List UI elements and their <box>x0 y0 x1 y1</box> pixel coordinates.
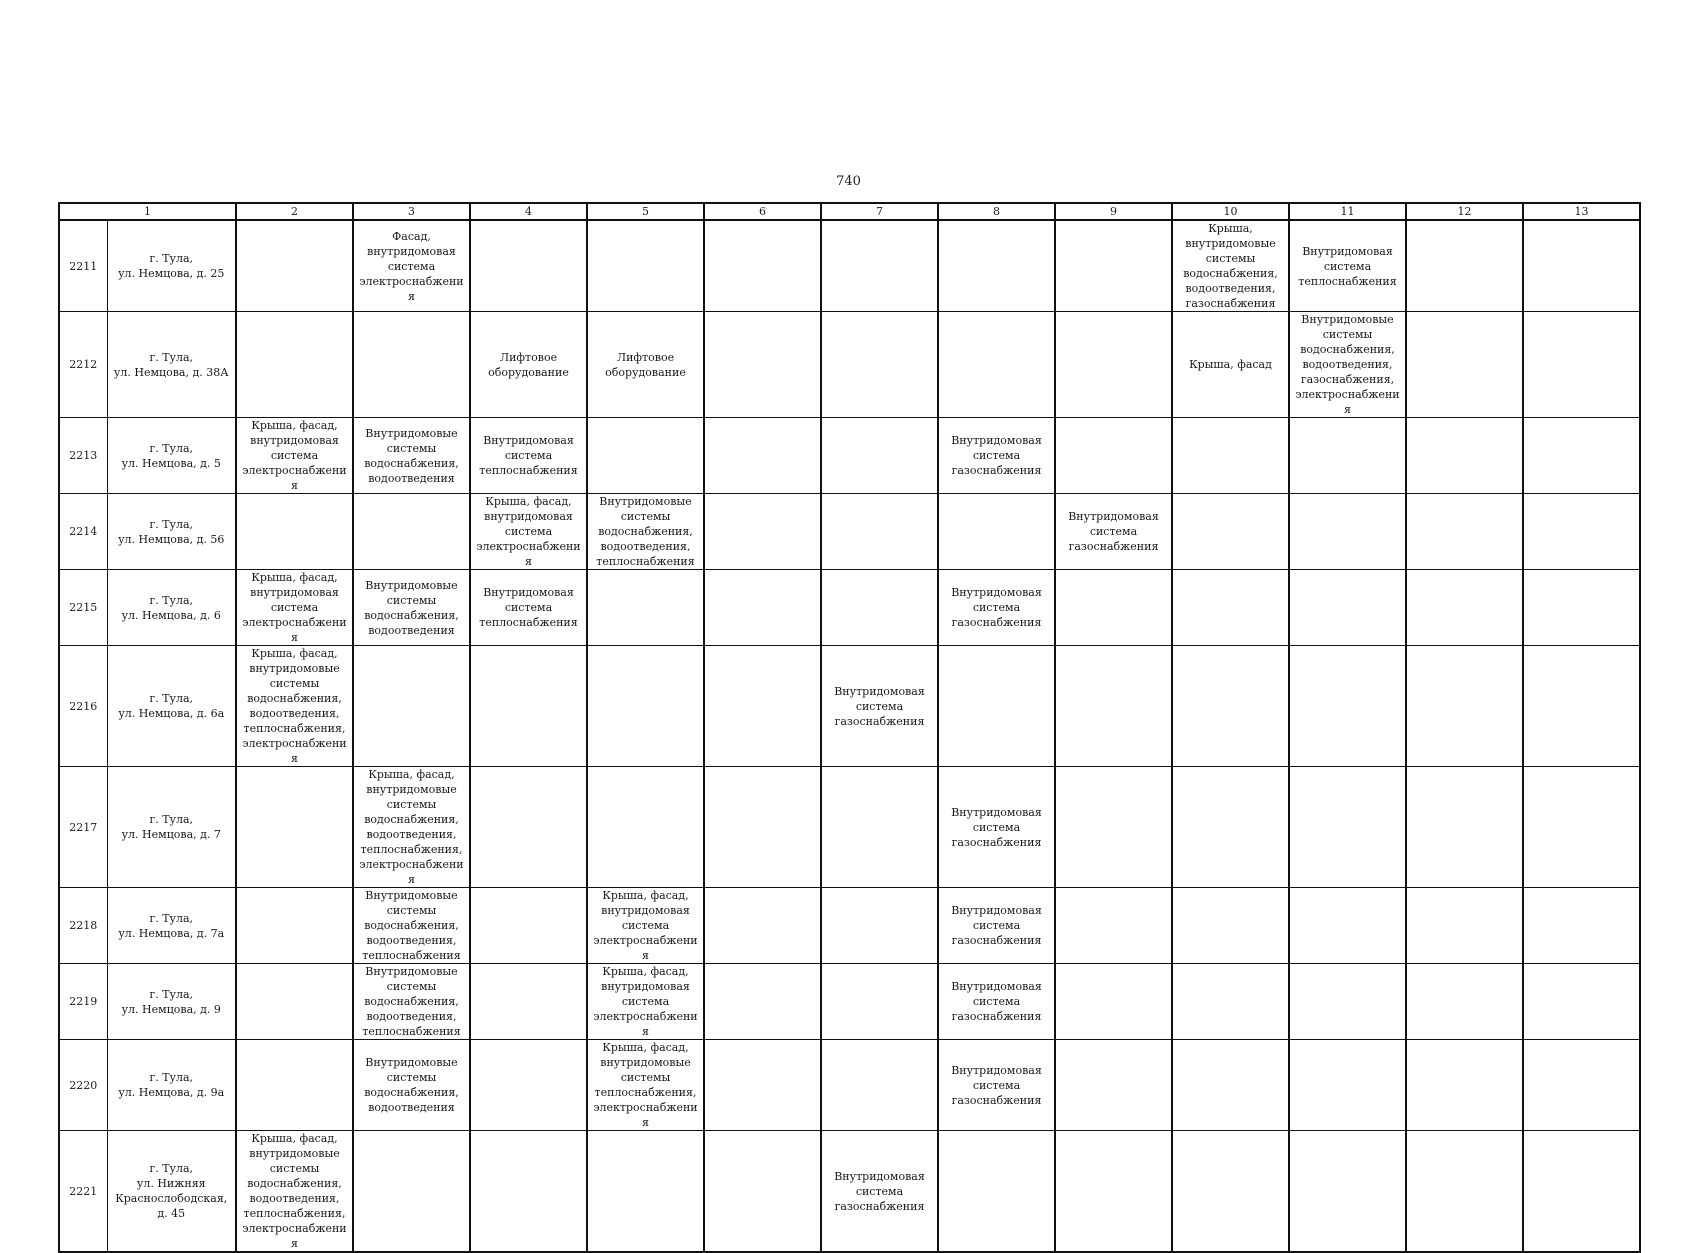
work-cell-col-3: Крыша, фасад, внутридомовые системы водоснабжения, водоотведения, теплоснабжения, электроснабжения <box>353 767 470 888</box>
work-cell-col-10: Крыша, внутридомовые системы водоснабжения, водоотведения, газоснабжения <box>1172 220 1289 312</box>
work-cell-col-2 <box>236 767 353 888</box>
work-cell-col-12 <box>1406 1131 1523 1253</box>
work-cell-col-10 <box>1172 494 1289 570</box>
work-cell-col-9 <box>1055 888 1172 964</box>
table-row <box>59 312 1640 418</box>
work-cell-col-7 <box>821 1040 938 1131</box>
work-cell-col-9 <box>1055 646 1172 767</box>
column-header-12: 12 <box>1406 203 1523 220</box>
work-cell-col-4 <box>470 1040 587 1131</box>
work-cell-col-5 <box>587 1131 704 1253</box>
address-cell: г. Тула, ул. Немцова, д. 6а <box>107 646 236 767</box>
address-cell: г. Тула, ул. Немцова, д. 38А <box>107 312 236 418</box>
column-header-4: 4 <box>470 203 587 220</box>
work-cell-col-10 <box>1172 1040 1289 1131</box>
column-header-8: 8 <box>938 203 1055 220</box>
column-header-5: 5 <box>587 203 704 220</box>
work-cell-col-5: Лифтовое оборудование <box>587 312 704 418</box>
row-number: 2218 <box>59 888 107 964</box>
register-table <box>58 202 1641 1253</box>
work-cell-col-12 <box>1406 312 1523 418</box>
work-cell-col-3 <box>353 312 470 418</box>
work-cell-col-2: Крыша, фасад, внутридомовые системы водоснабжения, водоотведения, теплоснабжения, электроснабжения <box>236 1131 353 1253</box>
work-cell-col-8 <box>938 312 1055 418</box>
table-row <box>59 418 1640 494</box>
row-number: 2220 <box>59 1040 107 1131</box>
table-body <box>59 203 1640 1252</box>
work-cell-col-9 <box>1055 220 1172 312</box>
table-row <box>59 888 1640 964</box>
table-row <box>59 767 1640 888</box>
work-cell-col-6 <box>704 1040 821 1131</box>
work-cell-col-9: Внутридомовая система газоснабжения <box>1055 494 1172 570</box>
work-cell-col-5 <box>587 220 704 312</box>
work-cell-col-7 <box>821 888 938 964</box>
work-cell-col-10 <box>1172 767 1289 888</box>
row-number: 2212 <box>59 312 107 418</box>
table-row <box>59 1131 1640 1253</box>
work-cell-col-3: Внутридомовые системы водоснабжения, водоотведения <box>353 570 470 646</box>
work-cell-col-2 <box>236 1040 353 1131</box>
work-cell-col-7 <box>821 964 938 1040</box>
work-cell-col-7 <box>821 312 938 418</box>
work-cell-col-8: Внутридомовая система газоснабжения <box>938 1040 1055 1131</box>
row-number: 2214 <box>59 494 107 570</box>
work-cell-col-5: Крыша, фасад, внутридомовая система электроснабжения <box>587 964 704 1040</box>
row-number: 2217 <box>59 767 107 888</box>
work-cell-col-4 <box>470 767 587 888</box>
work-cell-col-4: Лифтовое оборудование <box>470 312 587 418</box>
work-cell-col-4: Крыша, фасад, внутридомовая система электроснабжения <box>470 494 587 570</box>
work-cell-col-11 <box>1289 888 1406 964</box>
work-cell-col-7 <box>821 220 938 312</box>
work-cell-col-7 <box>821 767 938 888</box>
work-cell-col-3: Внутридомовые системы водоснабжения, водоотведения, теплоснабжения <box>353 964 470 1040</box>
table-row <box>59 570 1640 646</box>
work-cell-col-9 <box>1055 570 1172 646</box>
work-cell-col-11 <box>1289 494 1406 570</box>
address-cell: г. Тула, ул. Немцова, д. 56 <box>107 494 236 570</box>
work-cell-col-10 <box>1172 646 1289 767</box>
work-cell-col-2 <box>236 312 353 418</box>
work-cell-col-10 <box>1172 888 1289 964</box>
work-cell-col-12 <box>1406 570 1523 646</box>
work-cell-col-11 <box>1289 646 1406 767</box>
work-cell-col-11 <box>1289 767 1406 888</box>
work-cell-col-6 <box>704 646 821 767</box>
column-header-6: 6 <box>704 203 821 220</box>
work-cell-col-6 <box>704 888 821 964</box>
table-row <box>59 1040 1640 1131</box>
work-cell-col-11 <box>1289 418 1406 494</box>
work-cell-col-10 <box>1172 570 1289 646</box>
work-cell-col-10 <box>1172 1131 1289 1253</box>
work-cell-col-8 <box>938 646 1055 767</box>
work-cell-col-6 <box>704 964 821 1040</box>
work-cell-col-12 <box>1406 646 1523 767</box>
work-cell-col-9 <box>1055 1131 1172 1253</box>
work-cell-col-12 <box>1406 1040 1523 1131</box>
work-cell-col-4: Внутридомовая система теплоснабжения <box>470 418 587 494</box>
work-cell-col-7 <box>821 418 938 494</box>
address-cell: г. Тула, ул. Немцова, д. 7а <box>107 888 236 964</box>
work-cell-col-8: Внутридомовая система газоснабжения <box>938 570 1055 646</box>
address-cell: г. Тула, ул. Немцова, д. 6 <box>107 570 236 646</box>
column-header-13: 13 <box>1523 203 1640 220</box>
work-cell-col-6 <box>704 220 821 312</box>
column-header-7: 7 <box>821 203 938 220</box>
work-cell-col-2 <box>236 494 353 570</box>
work-cell-col-10: Крыша, фасад <box>1172 312 1289 418</box>
work-cell-col-3: Внутридомовые системы водоснабжения, водоотведения <box>353 418 470 494</box>
work-cell-col-11 <box>1289 964 1406 1040</box>
work-cell-col-6 <box>704 767 821 888</box>
work-cell-col-2 <box>236 964 353 1040</box>
work-cell-col-4 <box>470 646 587 767</box>
work-cell-col-13 <box>1523 570 1640 646</box>
work-cell-col-5: Крыша, фасад, внутридомовые системы теплоснабжения, электроснабжения <box>587 1040 704 1131</box>
work-cell-col-12 <box>1406 220 1523 312</box>
work-cell-col-2 <box>236 220 353 312</box>
work-cell-col-13 <box>1523 418 1640 494</box>
work-cell-col-10 <box>1172 964 1289 1040</box>
address-cell: г. Тула, ул. Немцова, д. 9а <box>107 1040 236 1131</box>
table-row <box>59 494 1640 570</box>
work-cell-col-3 <box>353 494 470 570</box>
row-number: 2211 <box>59 220 107 312</box>
work-cell-col-9 <box>1055 312 1172 418</box>
work-cell-col-5 <box>587 418 704 494</box>
work-cell-col-12 <box>1406 888 1523 964</box>
work-cell-col-8: Внутридомовая система газоснабжения <box>938 418 1055 494</box>
work-cell-col-5: Крыша, фасад, внутридомовая система электроснабжения <box>587 888 704 964</box>
work-cell-col-7 <box>821 570 938 646</box>
table-row <box>59 964 1640 1040</box>
work-cell-col-11: Внутридомовая система теплоснабжения <box>1289 220 1406 312</box>
work-cell-col-13 <box>1523 1131 1640 1253</box>
work-cell-col-3 <box>353 646 470 767</box>
header-row <box>59 203 1640 220</box>
address-cell: г. Тула, ул. Нижняя Краснослободская, д. 45 <box>107 1131 236 1253</box>
work-cell-col-12 <box>1406 418 1523 494</box>
work-cell-col-3: Внутридомовые системы водоснабжения, водоотведения <box>353 1040 470 1131</box>
work-cell-col-9 <box>1055 767 1172 888</box>
work-cell-col-2 <box>236 888 353 964</box>
work-cell-col-5: Внутридомовые системы водоснабжения, водоотведения, теплоснабжения <box>587 494 704 570</box>
address-cell: г. Тула, ул. Немцова, д. 9 <box>107 964 236 1040</box>
work-cell-col-6 <box>704 1131 821 1253</box>
row-number: 2219 <box>59 964 107 1040</box>
work-cell-col-13 <box>1523 1040 1640 1131</box>
column-header-1: 1 <box>59 203 236 220</box>
work-cell-col-13 <box>1523 767 1640 888</box>
work-cell-col-13 <box>1523 494 1640 570</box>
column-header-2: 2 <box>236 203 353 220</box>
row-number: 2215 <box>59 570 107 646</box>
address-cell: г. Тула, ул. Немцова, д. 25 <box>107 220 236 312</box>
work-cell-col-8 <box>938 220 1055 312</box>
work-cell-col-13 <box>1523 964 1640 1040</box>
work-cell-col-8 <box>938 494 1055 570</box>
work-cell-col-12 <box>1406 767 1523 888</box>
row-number: 2213 <box>59 418 107 494</box>
work-cell-col-3: Фасад, внутридомовая система электроснабжения <box>353 220 470 312</box>
work-cell-col-13 <box>1523 312 1640 418</box>
work-cell-col-8: Внутридомовая система газоснабжения <box>938 888 1055 964</box>
work-cell-col-9 <box>1055 1040 1172 1131</box>
work-cell-col-8: Внутридомовая система газоснабжения <box>938 767 1055 888</box>
work-cell-col-10 <box>1172 418 1289 494</box>
column-header-10: 10 <box>1172 203 1289 220</box>
work-cell-col-13 <box>1523 646 1640 767</box>
table-row <box>59 220 1640 312</box>
work-cell-col-13 <box>1523 220 1640 312</box>
work-cell-col-4 <box>470 888 587 964</box>
work-cell-col-9 <box>1055 964 1172 1040</box>
work-cell-col-6 <box>704 312 821 418</box>
work-cell-col-11 <box>1289 570 1406 646</box>
work-cell-col-5 <box>587 767 704 888</box>
work-cell-col-4 <box>470 220 587 312</box>
work-cell-col-2: Крыша, фасад, внутридомовые системы водоснабжения, водоотведения, теплоснабжения, электроснабжения <box>236 646 353 767</box>
work-cell-col-11 <box>1289 1131 1406 1253</box>
work-cell-col-6 <box>704 570 821 646</box>
work-cell-col-5 <box>587 646 704 767</box>
work-cell-col-13 <box>1523 888 1640 964</box>
work-cell-col-12 <box>1406 494 1523 570</box>
work-cell-col-11: Внутридомовые системы водоснабжения, водоотведения, газоснабжения, электроснабжения <box>1289 312 1406 418</box>
work-cell-col-2: Крыша, фасад, внутридомовая система электроснабжения <box>236 418 353 494</box>
column-header-3: 3 <box>353 203 470 220</box>
work-cell-col-11 <box>1289 1040 1406 1131</box>
work-cell-col-7 <box>821 494 938 570</box>
work-cell-col-2: Крыша, фасад, внутридомовая система электроснабжения <box>236 570 353 646</box>
work-cell-col-7: Внутридомовая система газоснабжения <box>821 646 938 767</box>
row-number: 2216 <box>59 646 107 767</box>
work-cell-col-12 <box>1406 964 1523 1040</box>
work-cell-col-5 <box>587 570 704 646</box>
work-cell-col-3 <box>353 1131 470 1253</box>
work-cell-col-4 <box>470 964 587 1040</box>
work-cell-col-6 <box>704 494 821 570</box>
address-cell: г. Тула, ул. Немцова, д. 5 <box>107 418 236 494</box>
table-row <box>59 646 1640 767</box>
page-number: 740 <box>836 174 861 189</box>
work-cell-col-6 <box>704 418 821 494</box>
column-header-9: 9 <box>1055 203 1172 220</box>
work-cell-col-9 <box>1055 418 1172 494</box>
address-cell: г. Тула, ул. Немцова, д. 7 <box>107 767 236 888</box>
work-cell-col-8 <box>938 1131 1055 1253</box>
column-header-11: 11 <box>1289 203 1406 220</box>
work-cell-col-7: Внутридомовая система газоснабжения <box>821 1131 938 1253</box>
work-cell-col-4: Внутридомовая система теплоснабжения <box>470 570 587 646</box>
work-cell-col-4 <box>470 1131 587 1253</box>
work-cell-col-3: Внутридомовые системы водоснабжения, водоотведения, теплоснабжения <box>353 888 470 964</box>
work-cell-col-8: Внутридомовая система газоснабжения <box>938 964 1055 1040</box>
row-number: 2221 <box>59 1131 107 1253</box>
